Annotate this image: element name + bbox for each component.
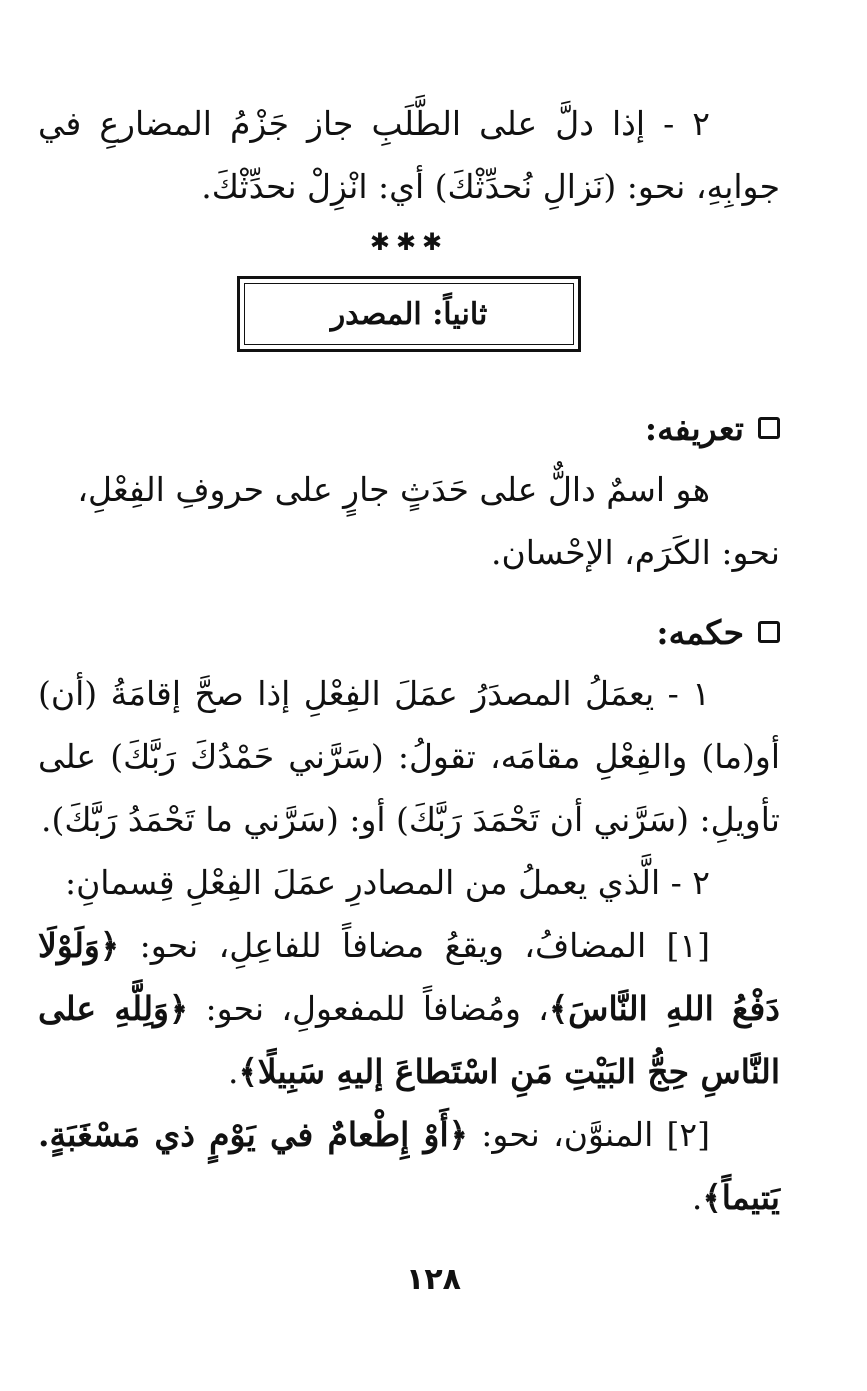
- ruling-sub-2: [38, 1103, 780, 1229]
- sub1-text-b: ، ومُضافاً للمفعولِ، نحو:: [188, 989, 549, 1028]
- quran-verse-3: ﴿أَوْ إِطْعامٌ في يَوْمٍ ذي مَسْغَبَةٍ. يَتيماً﴾: [38, 1115, 780, 1217]
- quran-verse-2: ﴿وَلِلَّهِ على النَّاسِ حِجُّ البَيْتِ مَنِ اسْتَطاعَ إليهِ سَبِيلًا﴾: [38, 989, 780, 1091]
- sub2-text-b: .: [691, 1178, 703, 1217]
- ruling-heading-label: حكمه:: [656, 612, 744, 652]
- section-title-box: [237, 276, 581, 352]
- section-title: ثانياً: المصدر: [330, 296, 488, 332]
- ruling-point-2: ٢ - الَّذي يعملُ من المصادرِ عمَلَ الفِعْلِ قِسمانِ:: [64, 863, 710, 902]
- sub1-text-a: [١] المضافُ، ويقعُ مضافاً للفاعِلِ، نحو:: [119, 926, 710, 965]
- checkbox-square-icon: [758, 417, 780, 439]
- sub2-text-a: [٢] المنوَّن، نحو:: [468, 1115, 710, 1154]
- quran-verse-1: ﴿وَلَوْلَا دَفْعُ اللهِ النَّاسَ﴾: [38, 926, 780, 1028]
- sub1-text-c: .: [227, 1052, 239, 1091]
- ruling-heading: [38, 602, 780, 662]
- page-number: ١٢٨: [406, 1262, 461, 1297]
- section-divider-stars: ✱✱✱: [369, 228, 449, 256]
- intro-point-2: ٢ - إذا دلَّ على الطَّلَبِ جاز جَزْمُ المضارعِ في جوابِهِ، نحو: (نَزالِ نُحدِّثْكَ) أي: انْزِلْ نحدِّثْكَ.: [38, 104, 780, 206]
- definition-heading-label: تعريفه:: [644, 408, 744, 448]
- checkbox-square-icon: [758, 621, 780, 643]
- page-content: [38, 92, 780, 1229]
- definition-text-line1: هو اسمٌ دالٌّ على حَدَثٍ جارٍ على حروفِ الفِعْلِ،: [77, 470, 710, 509]
- definition-text-line2: نحو: الكَرَم، الإحْسان.: [491, 533, 780, 572]
- definition-heading: [38, 398, 780, 458]
- section-title-frame: [38, 276, 780, 352]
- ruling-sub-1: [38, 914, 780, 1103]
- ruling-point-1: ١ - يعمَلُ المصدَرُ عمَلَ الفِعْلِ إذا صحَّ إقامَةُ (أن) أو(ما) والفِعْلِ مقامَه، تقولُ: (سَرَّني حَمْدُكَ رَبَّكَ) على تأويلِ: (سَرَّني أن تَحْمَدَ رَبَّكَ) أو: (سَرَّني ما تَحْمَدُ رَبَّكَ).: [38, 674, 780, 839]
